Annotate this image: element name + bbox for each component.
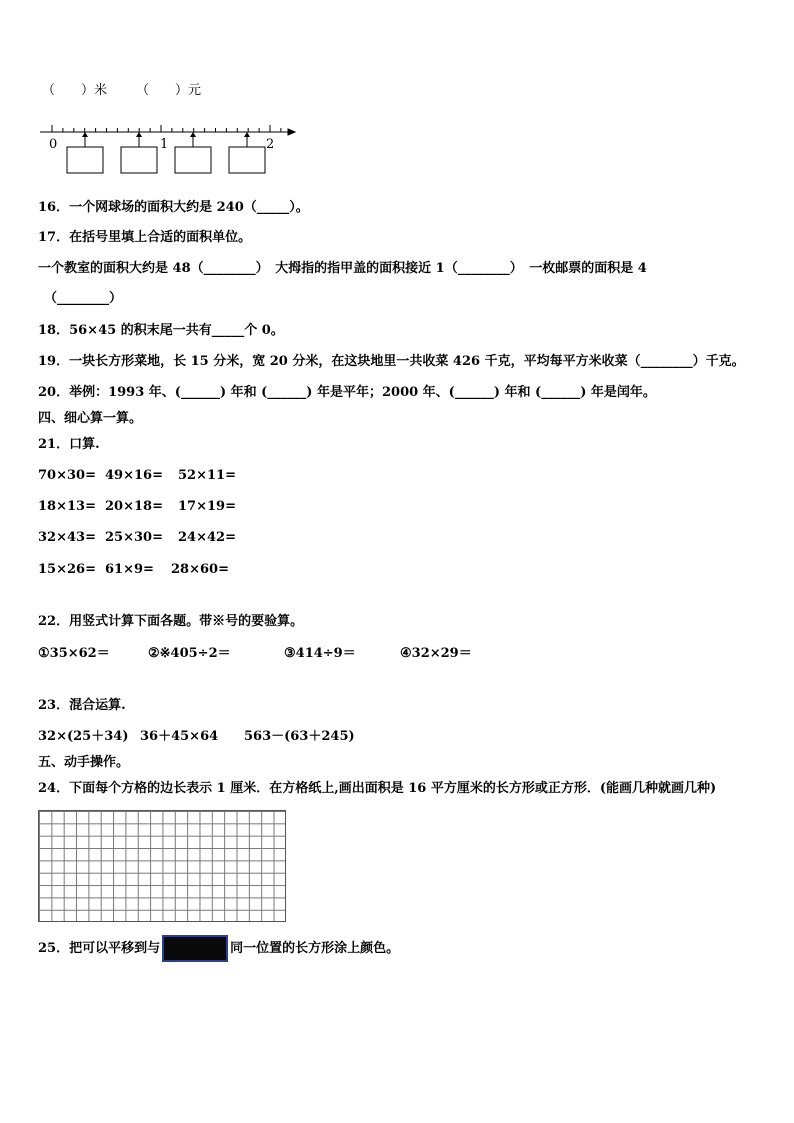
calc-item: 70×30= bbox=[38, 468, 96, 483]
question-17-title: 17．在括号里填上合适的面积单位。 bbox=[38, 230, 252, 245]
vertical-calc-item: ④32×29＝ bbox=[400, 646, 472, 661]
mixed-calc-item: 563－(63＋245) bbox=[244, 729, 355, 744]
reference-rectangle bbox=[162, 935, 228, 962]
question-24: 24．下面每个方格的边长表示 1 厘米．在方格纸上,画出面积是 16 平方厘米的长方形或正方形．(能画几种就画几种) bbox=[38, 781, 717, 796]
question-25 bbox=[38, 934, 399, 964]
number-line-figure bbox=[36, 120, 306, 180]
mixed-calc-item: 32×(25＋34) bbox=[38, 729, 129, 744]
question-21-title: 21．口算. bbox=[38, 437, 100, 452]
answer-box-3 bbox=[175, 147, 211, 173]
calc-item: 25×30= bbox=[105, 530, 163, 545]
tick-label-0: 0 bbox=[49, 137, 58, 152]
answer-box-4 bbox=[229, 147, 265, 173]
calc-item: 17×19= bbox=[178, 499, 236, 514]
square-grid-paper[interactable] bbox=[38, 810, 286, 922]
answer-yuan: （ ）元 bbox=[136, 83, 202, 98]
tick-label-2: 2 bbox=[266, 137, 275, 152]
question-23-title: 23．混合运算. bbox=[38, 698, 126, 713]
section-5-heading: 五、动手操作。 bbox=[38, 755, 130, 770]
question-19: 19．一块长方形菜地，长 15 分米，宽 20 分米，在这块地里一共收菜 426 千克，平均每平方米收菜（________）千克。 bbox=[38, 354, 745, 369]
mixed-calc-item: 36＋45×64 bbox=[140, 729, 219, 744]
calc-item: 28×60= bbox=[171, 562, 229, 577]
calc-item: 49×16= bbox=[105, 468, 163, 483]
calc-item: 24×42= bbox=[178, 530, 236, 545]
question-18: 18．56×45 的积末尾一共有_____个 0。 bbox=[38, 323, 284, 338]
number-line bbox=[40, 129, 295, 135]
question-25-before: 25．把可以平移到与 bbox=[38, 941, 161, 956]
vertical-calc-item: ③414÷9＝ bbox=[284, 646, 356, 661]
answer-meters: （ ）米 bbox=[42, 83, 108, 98]
answer-box-2 bbox=[121, 147, 157, 173]
vertical-calc-item: ②※405÷2＝ bbox=[148, 646, 231, 661]
question-22-title: 22．用竖式计算下面各题。带※号的要验算。 bbox=[38, 614, 304, 629]
calc-item: 32×43= bbox=[38, 530, 96, 545]
question-17-line2: （________） bbox=[44, 291, 123, 306]
tick-label-1: 1 bbox=[160, 137, 169, 152]
answer-box-1 bbox=[67, 147, 103, 173]
vertical-calc-item: ①35×62＝ bbox=[38, 646, 110, 661]
question-25-after: 同一位置的长方形涂上颜色。 bbox=[230, 941, 400, 956]
calc-item: 18×13= bbox=[38, 499, 96, 514]
question-17-line1: 一个教室的面积大约是 48（________） 大拇指的指甲盖的面积接近 1（________） 一枚邮票的面积是 4 bbox=[38, 261, 647, 276]
question-16: 16．一个网球场的面积大约是 240（_____）。 bbox=[38, 200, 309, 215]
calc-item: 52×11= bbox=[178, 468, 236, 483]
calc-item: 15×26= bbox=[38, 562, 96, 577]
calc-item: 20×18= bbox=[105, 499, 163, 514]
section-4-heading: 四、细心算一算。 bbox=[38, 411, 143, 426]
question-20: 20．举例：1993 年、(______) 年和 (______) 年是平年；2000 年、(______) 年和 (______) 年是闰年。 bbox=[38, 385, 656, 400]
calc-item: 61×9= bbox=[105, 562, 154, 577]
